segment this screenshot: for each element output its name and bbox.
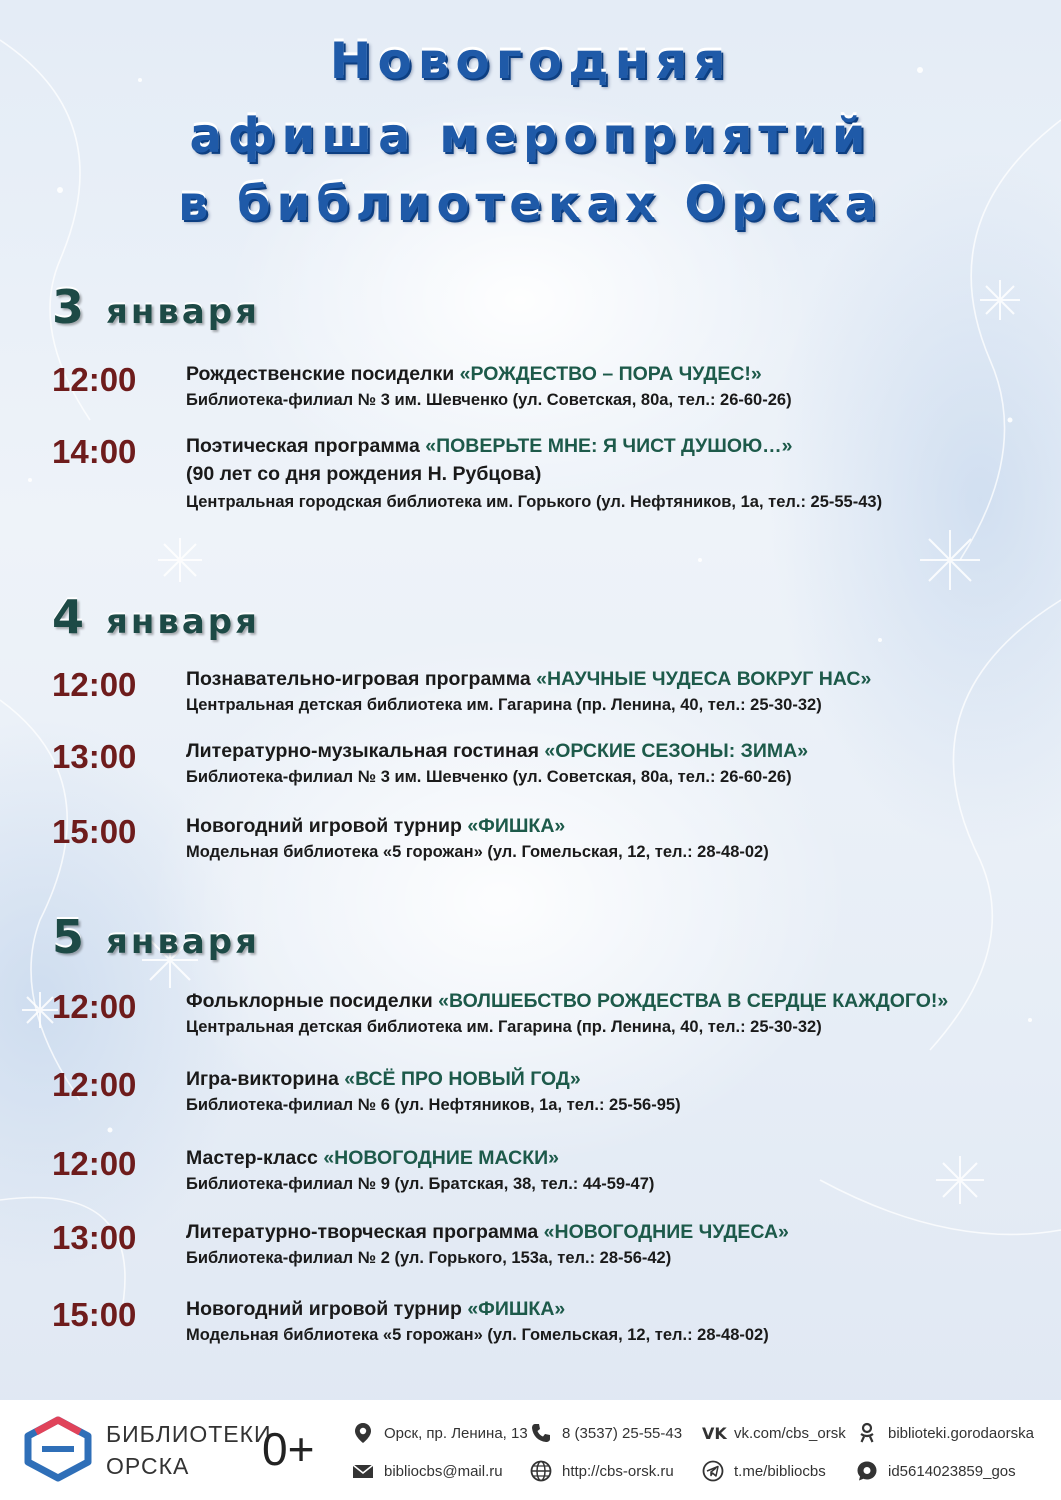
- messenger-text[interactable]: id5614023859_gos: [888, 1462, 1016, 1480]
- event-details: [186, 1145, 1036, 1197]
- event-heading: [186, 361, 1036, 387]
- event-title: «НОВОГОДНИЕ МАСКИ»: [323, 1147, 559, 1169]
- event-details: [186, 666, 1036, 718]
- event-place: Библиотека-филиал № 3 им. Шевченко (ул. Советская, 80а, тел.: 26-60-26): [186, 391, 792, 409]
- event-details: [186, 1296, 1036, 1348]
- event-time: 12:00: [52, 988, 137, 1025]
- logo-text-line-2: ОРСКА: [106, 1453, 190, 1479]
- event-title: «ОРСКИЕ СЕЗОНЫ: ЗИМА»: [544, 740, 809, 762]
- library-logo-icon: [22, 1416, 94, 1482]
- day-number: 5: [52, 910, 85, 964]
- event-place: Центральная детская библиотека им. Гагарина (пр. Ленина, 40, тел.: 25-30-32): [186, 1018, 822, 1036]
- event-time: 13:00: [52, 1219, 137, 1256]
- vk-text[interactable]: vk.com/cbs_orsk: [734, 1424, 846, 1442]
- messenger-contact[interactable]: [856, 1460, 1016, 1482]
- day-month: января: [106, 922, 260, 962]
- day-heading: [52, 280, 260, 334]
- event-title: «РОЖДЕСТВО – ПОРА ЧУДЕС!»: [459, 363, 762, 385]
- svg-text:VK: VK: [702, 1424, 727, 1443]
- event-type: Литературно-музыкальная гостиная: [186, 740, 539, 762]
- event-place: Модельная библиотека «5 горожан» (ул. Гомельская, 12, тел.: 28-48-02): [186, 843, 769, 861]
- footer: [0, 1400, 1061, 1500]
- event-place: Центральная детская библиотека им. Гагарина (пр. Ленина, 40, тел.: 25-30-32): [186, 696, 822, 714]
- address-text: Орск, пр. Ленина, 13: [384, 1424, 528, 1442]
- day-month: января: [106, 602, 260, 642]
- logo-text-line-1: БИБЛИОТЕКИ: [106, 1421, 272, 1447]
- event-type: Новогодний игровой турнир: [186, 815, 462, 837]
- email-contact[interactable]: [352, 1460, 503, 1482]
- event-heading: [186, 813, 1036, 839]
- day-number: 3: [52, 280, 85, 334]
- telegram-icon: [702, 1460, 724, 1482]
- poster-title-line-2: афиша мероприятий: [189, 108, 872, 164]
- poster-title-line-3: в библиотеках Орска: [177, 176, 884, 232]
- poster-title-line-1: Новогодняя: [329, 32, 732, 90]
- event-heading: [186, 1145, 1036, 1171]
- globe-icon: [530, 1460, 552, 1482]
- event-heading: [186, 738, 1036, 764]
- event-heading: [186, 1219, 1036, 1245]
- event-details: [186, 361, 1036, 413]
- event-title: «ПОВЕРЬТЕ МНЕ: Я ЧИСТ ДУШОЮ…»: [425, 435, 793, 457]
- event-place: Библиотека-филиал № 2 (ул. Горького, 153а, тел.: 28-56-42): [186, 1249, 672, 1267]
- event-heading: [186, 1296, 1036, 1322]
- event-type: Новогодний игровой турнир: [186, 1298, 462, 1320]
- telegram-contact[interactable]: [702, 1460, 826, 1482]
- event-place: Библиотека-филиал № 6 (ул. Нефтяников, 1а, тел.: 25-56-95): [186, 1096, 681, 1114]
- event-note: (90 лет со дня рождения Н. Рубцова): [186, 463, 542, 485]
- event-time: 15:00: [52, 813, 137, 850]
- event-title: «НАУЧНЫЕ ЧУДЕСА ВОКРУГ НАС»: [536, 668, 872, 690]
- mail-icon: [352, 1460, 374, 1482]
- event-time: 12:00: [52, 1066, 137, 1103]
- location-pin-icon: [352, 1422, 374, 1444]
- event-time: 12:00: [52, 666, 137, 703]
- event-type: Фольклорные посиделки: [186, 990, 433, 1012]
- event-details: [186, 1219, 1036, 1271]
- website-contact[interactable]: [530, 1460, 674, 1482]
- ok-text[interactable]: biblioteki.gorodaorska: [888, 1424, 1034, 1442]
- day-heading: [52, 910, 260, 964]
- event-title: «ВСЁ ПРО НОВЫЙ ГОД»: [344, 1068, 581, 1090]
- ok-contact[interactable]: [856, 1422, 1034, 1444]
- phone-icon: [530, 1422, 552, 1444]
- event-time: 13:00: [52, 738, 137, 775]
- odnoklassniki-icon: [856, 1422, 878, 1444]
- event-place: Модельная библиотека «5 горожан» (ул. Гомельская, 12, тел.: 28-48-02): [186, 1326, 769, 1344]
- logo-text: [106, 1418, 272, 1482]
- event-type: Рождественские посиделки: [186, 363, 455, 385]
- phone-contact[interactable]: [530, 1422, 682, 1444]
- event-place: Библиотека-филиал № 3 им. Шевченко (ул. Советская, 80а, тел.: 26-60-26): [186, 768, 792, 786]
- event-place: Центральная городская библиотека им. Горького (ул. Нефтяников, 1а, тел.: 25-55-43): [186, 493, 883, 511]
- event-details: [186, 738, 1036, 790]
- event-time: 15:00: [52, 1296, 137, 1333]
- event-title: «НОВОГОДНИЕ ЧУДЕСА»: [543, 1221, 789, 1243]
- vk-contact[interactable]: [702, 1422, 846, 1444]
- address-contact: [352, 1422, 528, 1444]
- event-type: Поэтическая программа: [186, 435, 420, 457]
- phone-text[interactable]: 8 (3537) 25-55-43: [562, 1424, 683, 1442]
- event-details: [186, 813, 1036, 865]
- day-number: 4: [52, 590, 85, 644]
- day-month: января: [106, 292, 260, 332]
- vk-icon: [702, 1422, 727, 1444]
- event-time: 12:00: [52, 361, 137, 398]
- event-type: Литературно-творческая программа: [186, 1221, 539, 1243]
- event-type: Познавательно-игровая программа: [186, 668, 531, 690]
- age-rating: 0+: [262, 1423, 315, 1475]
- event-time: 14:00: [52, 433, 137, 470]
- event-details: [186, 988, 1036, 1040]
- chat-bubble-icon: [856, 1460, 878, 1482]
- event-heading: [186, 1066, 1036, 1092]
- event-place: Библиотека-филиал № 9 (ул. Братская, 38, тел.: 44-59-47): [186, 1175, 655, 1193]
- event-title: «ФИШКА»: [467, 815, 566, 837]
- event-heading: [186, 433, 1036, 459]
- event-title: «ФИШКА»: [467, 1298, 566, 1320]
- event-details: [186, 1066, 1036, 1118]
- event-heading: [186, 666, 1036, 692]
- day-heading: [52, 590, 260, 644]
- event-time: 12:00: [52, 1145, 137, 1182]
- event-type: Мастер-класс: [186, 1147, 318, 1169]
- event-type: Игра-викторина: [186, 1068, 339, 1090]
- event-details: [186, 433, 1036, 515]
- email-text[interactable]: bibliocbs@mail.ru: [384, 1462, 503, 1480]
- event-heading: [186, 988, 1036, 1014]
- telegram-text[interactable]: t.me/bibliocbs: [734, 1462, 826, 1480]
- event-title: «ВОЛШЕБСТВО РОЖДЕСТВА В СЕРДЦЕ КАЖДОГО!»: [438, 990, 949, 1012]
- website-text[interactable]: http://cbs-orsk.ru: [562, 1462, 674, 1480]
